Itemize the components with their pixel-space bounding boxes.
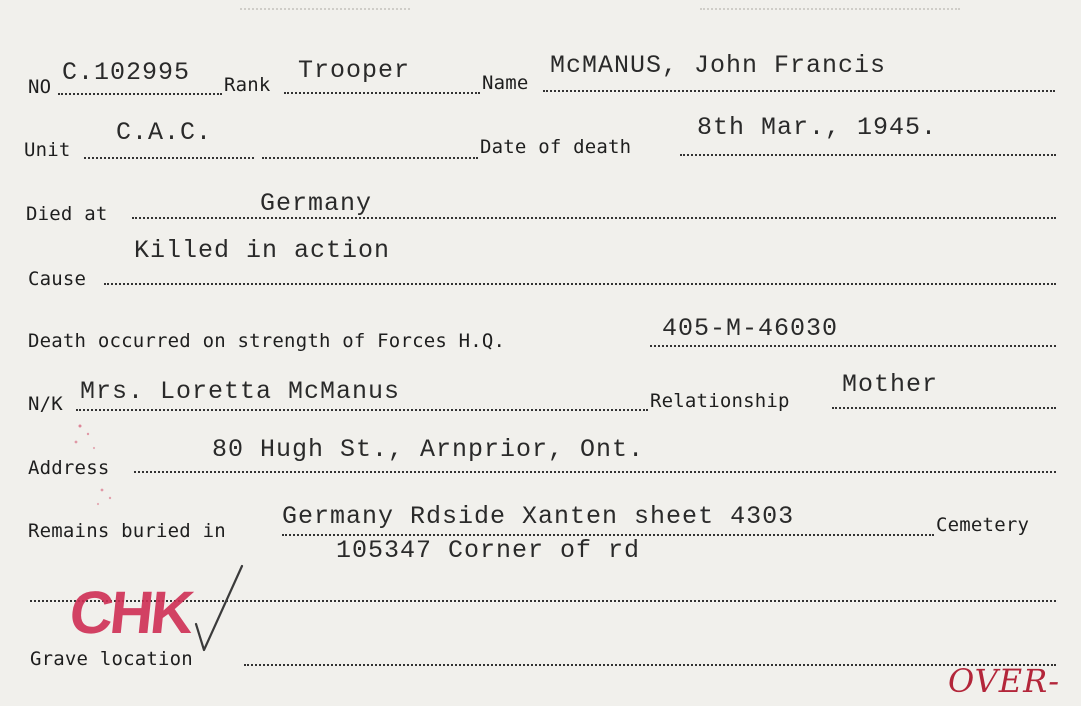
dots-cause — [104, 283, 1056, 285]
rank-value: Trooper — [298, 56, 411, 85]
faint-top-rule-right — [700, 8, 960, 10]
label-cause: Cause — [28, 268, 87, 290]
dots-next-of-kin — [76, 409, 648, 411]
dots-unit-2 — [262, 157, 478, 159]
label-death-occurred: Death occurred on strength of Forces H.Q. — [28, 330, 506, 352]
buried-in-line1: Germany Rdside Xanten sheet 4303 — [282, 502, 795, 531]
red-smudge-marks — [60, 412, 130, 522]
label-relationship: Relationship — [650, 390, 790, 412]
label-remains-buried-in: Remains buried in — [28, 520, 226, 542]
label-address: Address — [28, 457, 110, 479]
label-grave-location: Grave location — [30, 648, 193, 670]
label-name: Name — [482, 72, 529, 94]
date-of-death-value: 8th Mar., 1945. — [697, 113, 938, 142]
dots-address — [134, 471, 1056, 473]
dots-no — [58, 93, 222, 95]
dots-grave-location — [244, 664, 1056, 666]
buried-in-line2: 105347 Corner of rd — [336, 536, 641, 565]
over-annotation: OVER- — [948, 662, 1061, 700]
label-date-of-death: Date of death — [480, 136, 632, 158]
died-at-value: Germany — [260, 189, 373, 218]
label-next-of-kin: N/K — [28, 393, 63, 415]
label-cemetery: Cemetery — [936, 514, 1030, 536]
dots-relationship — [832, 407, 1056, 409]
name-value: McMANUS, John Francis — [550, 51, 887, 80]
forces-hq-value: 405-M-46030 — [662, 314, 839, 343]
faint-top-rule-left — [240, 8, 410, 10]
service-number: C.102995 — [62, 58, 191, 87]
label-unit: Unit — [24, 139, 71, 161]
chk-stamp: CHK — [66, 579, 195, 646]
label-no: NO — [28, 76, 52, 98]
label-died-at: Died at — [26, 203, 108, 225]
dots-forces-hq — [650, 345, 1056, 347]
dots-unit — [84, 157, 254, 159]
unit-value: C.A.C. — [116, 118, 213, 147]
cause-value: Killed in action — [134, 236, 391, 265]
dots-name — [543, 90, 1055, 92]
check-mark-icon — [188, 562, 248, 654]
next-of-kin-value: Mrs. Loretta McManus — [80, 377, 401, 406]
relationship-value: Mother — [842, 370, 939, 399]
dots-rank — [284, 92, 480, 94]
address-value: 80 Hugh St., Arnprior, Ont. — [212, 435, 645, 464]
label-rank: Rank — [224, 74, 271, 96]
dots-date-of-death — [680, 154, 1056, 156]
